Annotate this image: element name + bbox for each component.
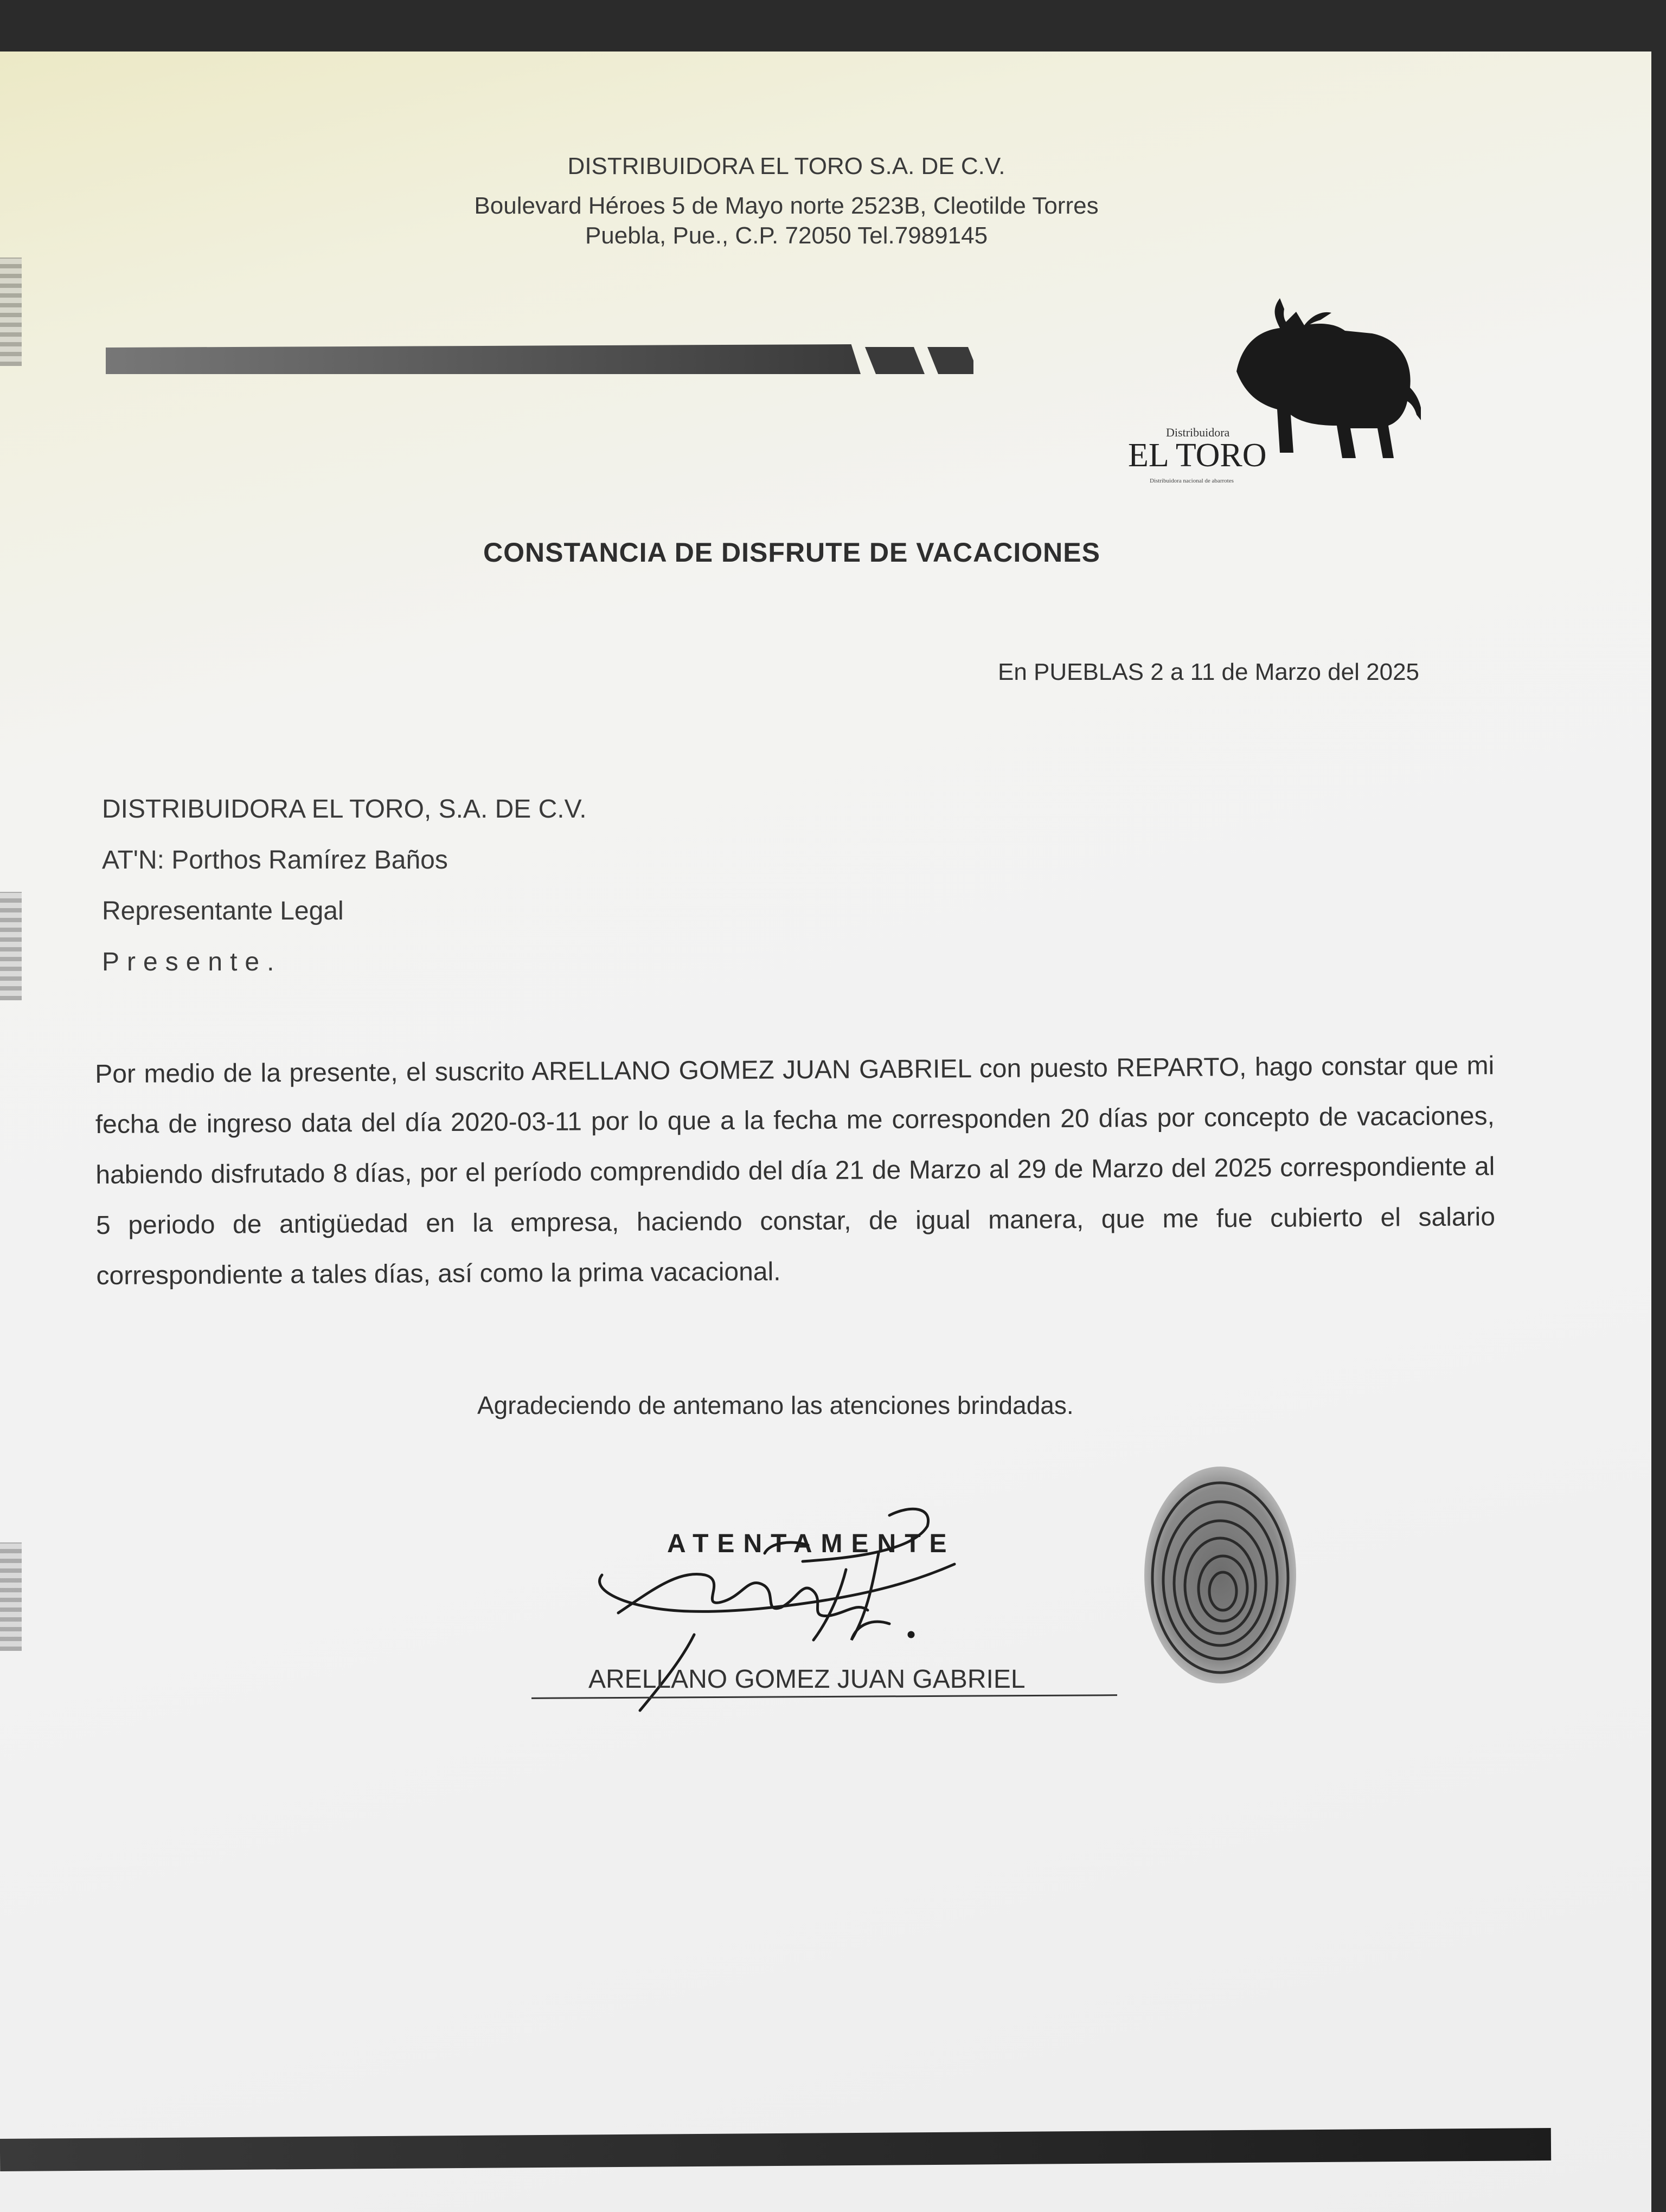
scan-edge-mark [0,258,22,366]
bull-icon [1236,298,1421,458]
letterhead-address-line1: Boulevard Héroes 5 de Mayo norte 2523B, Cleotilde Torres [474,192,1099,219]
body-paragraph: Por medio de la presente, el suscrito ARELLANO GOMEZ JUAN GABRIEL con puesto REPARTO, hago constar que mi fecha de ingreso data del día 2020-03-11 por lo que a la fecha me corresponden 20 días por concepto de vacaciones, habiendo disfrutado 8 días, por el período comprendido del día 21 de Marzo al 29 de Marzo del 2025 correspondiente al 5 periodo de antigüedad en la empresa, haciendo constar, de igual manera, que me fue cubierto el salario correspondiente a tales días, así como la prima vacacional. [95,1051,1496,1290]
sign-off: ATENTAMENTE [667,1529,956,1558]
logo-brand: EL TORO [1128,437,1267,474]
addressee-role: Representante Legal [102,897,344,925]
addressee-presente: Presente. [102,948,282,976]
date-line: En PUEBLAS 2 a 11 de Marzo del 2025 [998,659,1420,685]
document-title: CONSTANCIA DE DISFRUTE DE VACACIONES [483,537,1100,568]
letterhead-address-line2: Puebla, Pue., C.P. 72050 Tel.7989145 [585,222,988,249]
addressee-company: DISTRIBUIDORA EL TORO, S.A. DE C.V. [102,795,587,824]
addressee-attention: AT'N: Porthos Ramírez Baños [102,846,448,874]
footer-band [0,2128,1551,2171]
handwritten-signature [586,1494,1009,1754]
logo-tagline: Distribuidora nacional de abarrotes [1150,478,1234,484]
logo-small-text: Distribuidora [1166,426,1230,439]
addressee-block [102,794,587,998]
header-band [106,344,973,374]
document-page [0,52,1651,2212]
scan-edge-mark [0,892,22,1000]
fingerprint-icon [1139,1461,1302,1689]
signer-name: ARELLANO GOMEZ JUAN GABRIEL [588,1665,1026,1694]
letterhead-company: DISTRIBUIDORA EL TORO S.A. DE C.V. [567,153,1005,179]
closing-line: Agradeciendo de antemano las atenciones brindadas. [477,1391,1074,1419]
el-toro-logo [1117,279,1421,501]
scan-edge-mark [0,1542,22,1651]
